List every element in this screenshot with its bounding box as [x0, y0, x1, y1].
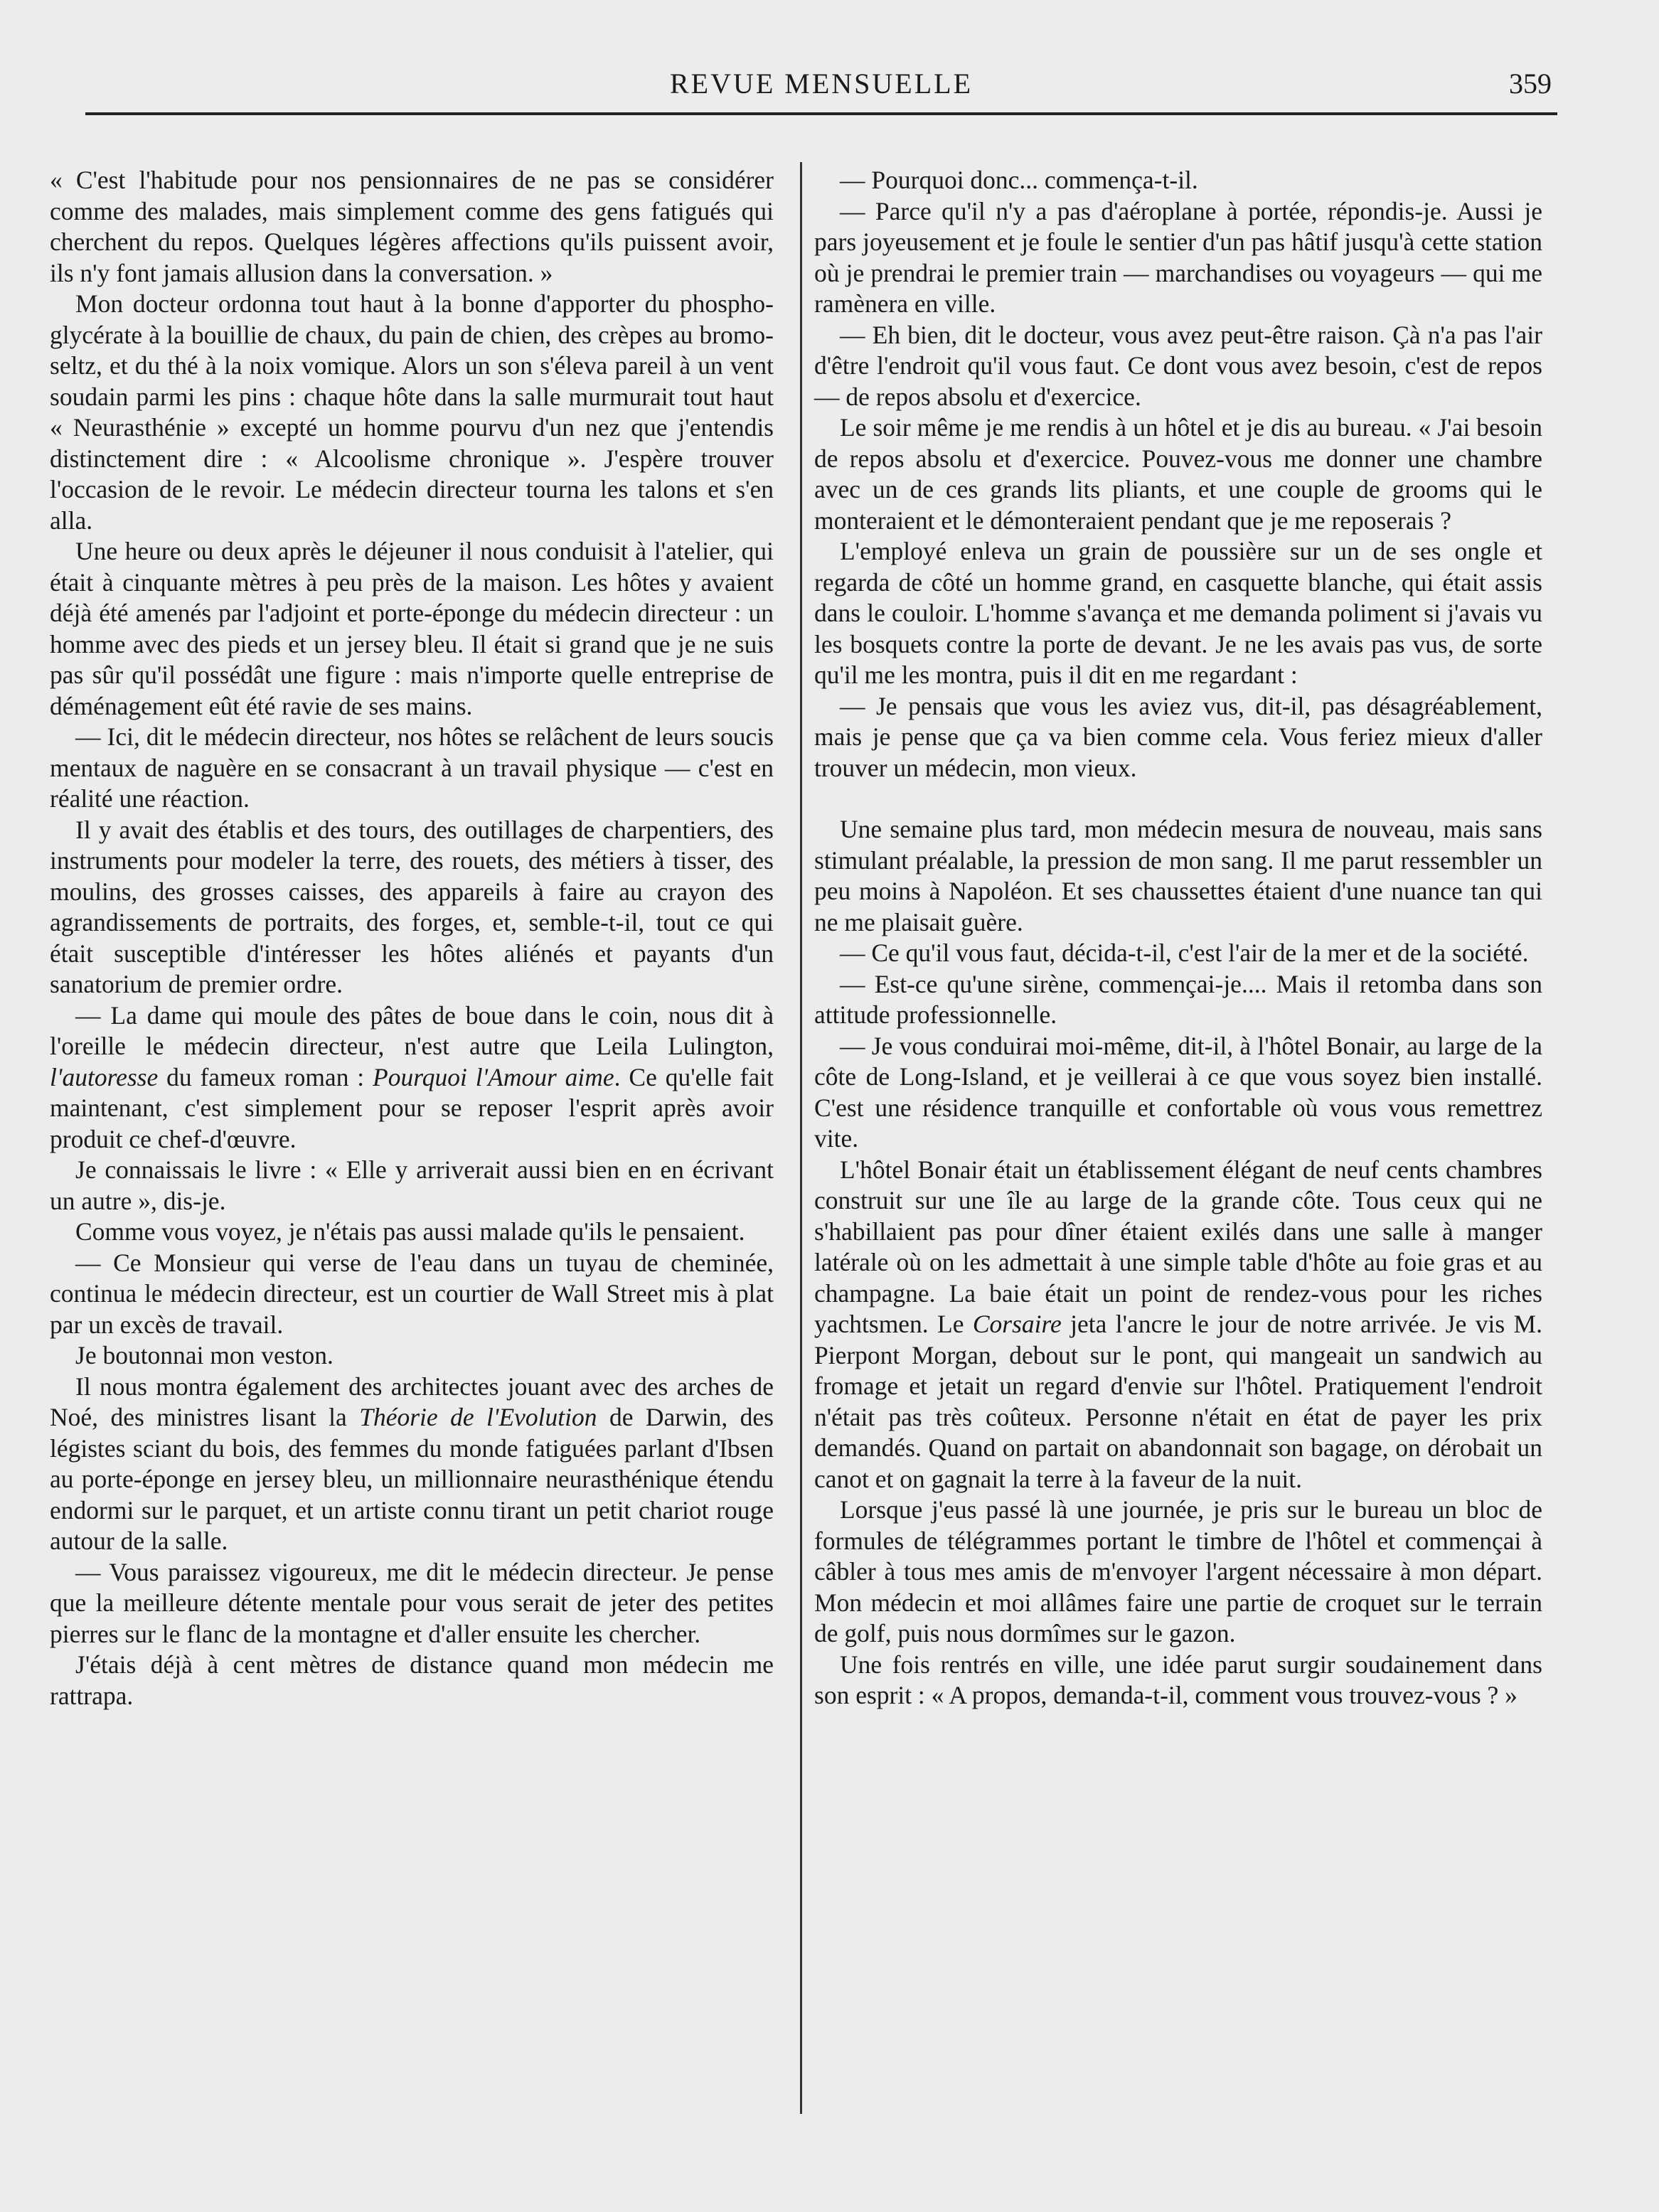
paragraph: L'hôtel Bonair était un établissement élégant de neuf cents chambres construit sur une île au large de la grande côte. Tous ceux qui ne s'habillaient pas pour dîner étaient exilés dans une salle à manger latérale où on les admettait à une simple table d'hôte au foie gras et au champagne. La baie était un point de rendez-vous pour les riches yachtsmen. Le Corsaire jeta l'ancre le jour de notre arrivée. Je vis M. Pierpont Morgan, debout sur le pont, qui mangeait un sandwich au fromage et jetait un regard d'envie sur l'hôtel. Pratiquement l'endroit n'était pas très coûteux. Personne n'était en état de payer les prix demandés. Quand on partait on abandonnait son bagage, on dérobait un canot et on gagnait la terre à la faveur de la nuit. — [814, 1155, 1542, 1493]
paragraph: Il y avait des établis et des tours, des outillages de charpentiers, des instruments pour modeler la terre, des rouets, des métiers à tisser, des moulins, des grosses caisses, des appareils à faire au crayon des agrandissements de portraits, des forges, et, semble-t-il, tout ce qui était susceptible d'intéresser les hôtes aliénés et payants d'un sanatorium de premier ordre. — [50, 815, 774, 998]
italic-text: Corsaire — [972, 1310, 1062, 1338]
paragraph: — Ce qu'il vous faut, décida-t-il, c'est l'air de la mer et de la société. — [840, 939, 1529, 967]
paragraph: Une semaine plus tard, mon médecin mesura de nouveau, mais sans stimulant préalable, la pression de mon sang. Il me parut ressembler un peu moins à Napoléon. Et ses chaussettes étaient d'une nuance tan qui ne me plaisait guère. — [814, 815, 1542, 936]
italic-text: l'autoresse — [50, 1062, 159, 1091]
paragraph: Comme vous voyez, je n'étais pas aussi malade qu'ils le pensaient. — [75, 1217, 745, 1246]
column-divider — [800, 162, 802, 2114]
paragraph: — Je vous conduirai moi-même, dit-il, à l'hôtel Bonair, au large de la côte de Long-Island, et je veillerai à ce que vous soyez bien installé. C'est une résidence tranquille et confortable où vous vous remettrez vite. — [814, 1031, 1542, 1153]
paragraph: Je boutonnai mon veston. — [75, 1341, 334, 1369]
paragraph: Lorsque j'eus passé là une journée, je pris sur le bureau un bloc de formules de télégrammes portant le timbre de l'hôtel et commençai à câbler à tous mes amis de m'envoyer l'argent nécessaire à mon départ. Mon médecin et moi allâmes faire une partie de croquet sur le terrain de golf, puis nous dormîmes sur le gazon. — [814, 1495, 1542, 1647]
paragraph: — Ce Monsieur qui verse de l'eau dans un tuyau de cheminée, continua le médecin directeur, est un courtier de Wall Street mis à plat par un excès de travail. — [50, 1248, 774, 1339]
paragraph: — Ici, dit le médecin directeur, nos hôtes se relâchent de leurs soucis mentaux de naguère en se consacrant à un travail physique — c'est en réalité une réaction. — [50, 722, 774, 813]
right-column — [814, 165, 1542, 1711]
paragraph: — Est-ce qu'une sirène, commençai-je.... Mais il retomba dans son attitude professionnelle. — [814, 969, 1542, 1029]
running-title: REVUE MENSUELLE — [669, 68, 973, 100]
paragraph: Le soir même je me rendis à un hôtel et je dis au bureau. « J'ai besoin de repos absolu et d'exercice. Pouvez-vous me donner une chambre avec un de ces grands lits pliants, et une couple de grooms qui le monteraient et le démonteraient pendant que je me reposerais ? — [814, 413, 1542, 535]
paragraph: — Pourquoi donc... commença-t-il. — [840, 166, 1198, 194]
paragraph: Je connaissais le livre : « Elle y arriverait aussi bien en en écrivant un autre », dis-je. — [50, 1155, 774, 1215]
paragraph: « C'est l'habitude pour nos pensionnaires de ne pas se considérer comme des malades, mais simplement comme des gens fatigués qui cherchent du repos. Quelques légères affections qu'ils puissent avoir, ils n'y font jamais allusion dans la conversation. » — [50, 166, 774, 287]
section-break — [814, 784, 1542, 814]
italic-text: Théorie de l'Evolution — [359, 1403, 597, 1431]
paragraph: L'employé enleva un grain de poussière sur un de ses ongle et regarda de côté un homme grand, en casquette blanche, qui était assis dans le couloir. L'homme s'avança et me demanda poliment si j'avais vu les bosquets contre la porte de devant. Je ne les avais pas vus, de sorte qu'il me les montra, puis il dit en me regardant : — [814, 537, 1542, 689]
page-number: 359 — [1509, 68, 1552, 100]
paragraph: Mon docteur ordonna tout haut à la bonne d'apporter du phospho-glycérate à la bouillie de chaux, du pain de chien, des crèpes au bromo-seltz, et du thé à la noix vomique. Alors un son s'éleva pareil à un vent soudain parmi les pins : chaque hôte dans la salle murmurait tout haut « Neurasthénie » excepté un homme pourvu d'un nez que j'entendis distinctement dire : « Alcoolisme chronique ». J'espère trouver l'occasion de le revoir. Le médecin directeur tourna les talons et s'en alla. — [50, 289, 774, 535]
paragraph: Une heure ou deux après le déjeuner il nous conduisit à l'atelier, qui était à cinquante mètres à peu près de la maison. Les hôtes y avaient déjà été amenés par l'adjoint et porte-éponge du médecin directeur : un homme avec des pieds et un jersey bleu. Il était si grand que je ne suis pas sûr qu'il possédât une figure : mais n'importe quelle entreprise de déménagement eût été ravie de ses mains. — [50, 537, 774, 720]
paragraph: — Parce qu'il n'y a pas d'aéroplane à portée, répondis-je. Aussi je pars joyeusement et je foule le sentier d'un pas hâtif jusqu'à cette station où je prendrai le premier train — marchandises ou voyageurs — qui me ramènera en ville. — [814, 196, 1542, 318]
paragraph: Une fois rentrés en ville, une idée parut surgir soudainement dans son esprit : « A propos, demanda-t-il, comment vous trouvez-vous ? » — [814, 1650, 1542, 1709]
italic-text: Pourquoi l'Amour aime — [373, 1062, 614, 1091]
paragraph: Il nous montra également des architectes jouant avec des arches de Noé, des ministres lisant la Théorie de l'Evolution de Darwin, des légistes sciant du bois, des femmes du monde fatiguées parlant d'Ibsen au porte-éponge en jersey bleu, un millionnaire neurasthénique étendu endormi sur le parquet, et un artiste connu tirant un petit chariot rouge autour de la salle. — [50, 1372, 774, 1555]
page-header — [85, 63, 1557, 115]
paragraph: — La dame qui moule des pâtes de boue dans le coin, nous dit à l'oreille le médecin directeur, n'est autre que Leila Lulington, l'autoresse du fameux roman : Pourquoi l'Amour aime. Ce qu'elle fait maintenant, c'est simplement pour se reposer l'esprit après avoir produit ce chef-d'œuvre. — [50, 1000, 774, 1153]
paragraph: — Vous paraissez vigoureux, me dit le médecin directeur. Je pense que la meilleure détente mentale pour vous serait de jeter des petites pierres sur le flanc de la montagne et d'aller ensuite les chercher. — [50, 1557, 774, 1648]
left-column — [50, 165, 774, 1711]
paragraph: — Eh bien, dit le docteur, vous avez peut-être raison. Çà n'a pas l'air d'être l'endroit qu'il vous faut. Ce dont vous avez besoin, c'est de repos — de repos absolu et d'exercice. — [814, 320, 1542, 411]
paragraph: J'étais déjà à cent mètres de distance quand mon médecin me rattrapa. — [50, 1650, 774, 1710]
paragraph: — Je pensais que vous les aviez vus, dit-il, pas désagréablement, mais je pense que ça va bien comme cela. Vous feriez mieux d'aller trouver un médecin, mon vieux. — [814, 691, 1542, 782]
